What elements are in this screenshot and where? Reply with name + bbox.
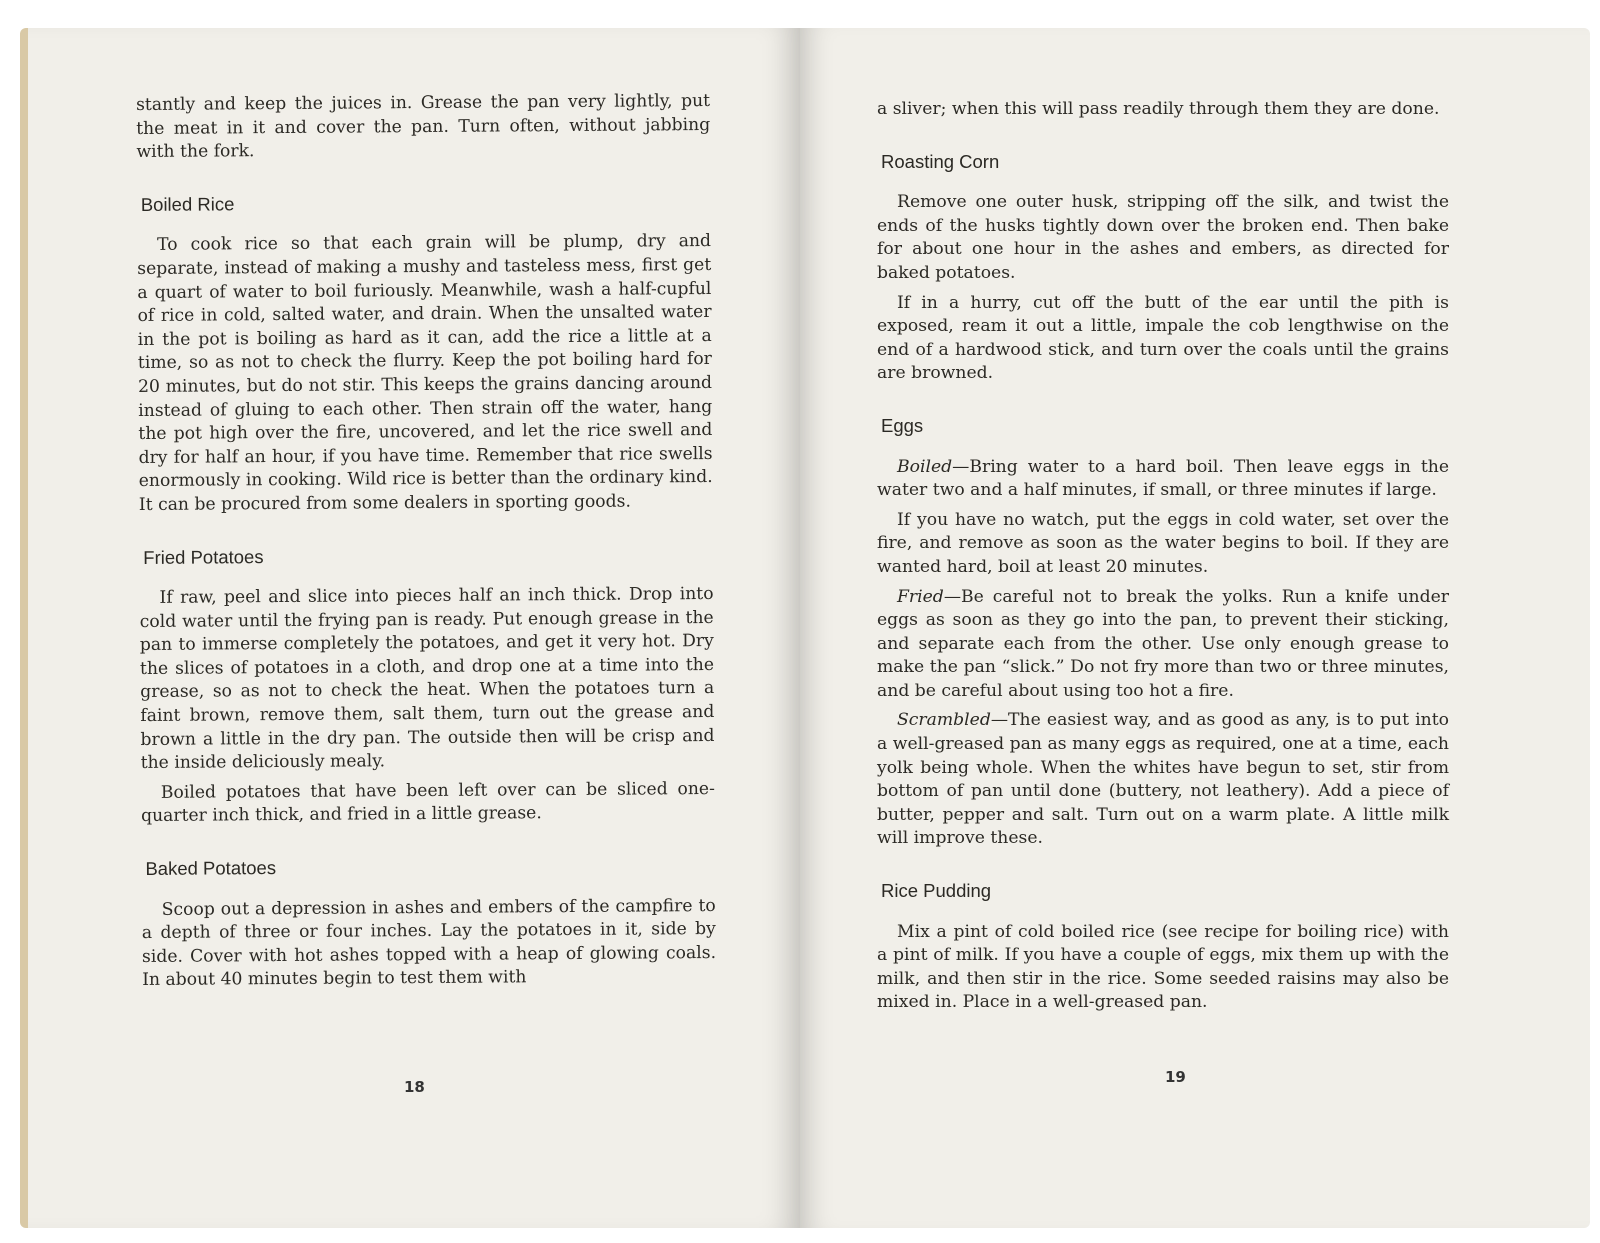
rice-pudding-heading: Rice Pudding	[881, 880, 992, 902]
page-number-right: 19	[1165, 1068, 1186, 1086]
eggs-scrambled-label: Scrambled	[897, 710, 991, 731]
fried-potatoes-paragraph-2: Boiled potatoes that have been left over can be sliced one-quarter inch thick, and fried in a little grease.	[140, 778, 715, 827]
fried-potatoes-heading: Fried Potatoes	[143, 545, 264, 568]
eggs-scrambled-paragraph	[877, 709, 1449, 851]
boiled-rice-heading: Boiled Rice	[140, 193, 235, 215]
rice-pudding-paragraph: Mix a pint of cold boiled rice (see recipe for boiling rice) with a pint of milk. If you have a couple of eggs, mix them up with the milk, and then stir in the rice. Some seeded raisins may also be mixed in. Place in a well-greased pan.	[877, 921, 1449, 1013]
eggs-scrambled-text: —The easiest way, and as good as any, is to put into a well-greased pan as many eggs as required, one at a time, each yolk being whole. When the whites have begun to set, stir from bottom of pan until done (buttery, not leathery). Add a piece of butter, pepper and salt. Turn out on a warm plate. A little milk will improve these.	[877, 710, 1449, 849]
roasting-corn-paragraph: Remove one outer husk, stripping off the silk, and twist the ends of the husks tightly down over the broken end. Then bake for about one hour in the ashes and embers, as directed for baked potatoes.	[877, 192, 1449, 283]
left-intro-paragraph: stantly and keep the juices in. Grease the pan very lightly, put the meat in it and cover the pan. Turn often, without jabbing with the fork.	[136, 90, 711, 163]
eggs-fried-label: Fried	[897, 586, 944, 607]
right-intro-paragraph: a sliver; when this will pass readily through them they are done.	[877, 99, 1440, 119]
eggs-boiled-paragraph	[877, 456, 1449, 503]
fried-potatoes-paragraph: If raw, peel and slice into pieces half an inch thick. Drop into cold water until the frying pan is ready. Put enough grease in the pan to immerse completely the potatoes, and get it very hot. Dry the slices of potatoes in a cloth, and drop one at a time into the grease, so as not to check the heat. When the potatoes turn a faint brown, remove them, salt them, turn out the grease and brown a little in the dry pan. The outside then will be crisp and the inside deliciously mealy.	[139, 584, 715, 774]
right-page-text	[877, 98, 1449, 1015]
left-page	[20, 28, 800, 1228]
eggs-fried-text: —Be careful not to break the yolks. Run a knife under eggs as soon as they go into the pan, to prevent their sticking, and separate each from the other. Use only enough grease to make the pan “slick.” Do not fry more than two or three minutes, and be careful about using too hot a fire.	[877, 586, 1449, 701]
right-page	[800, 28, 1590, 1228]
page-number-left: 18	[404, 1078, 425, 1096]
eggs-heading: Eggs	[881, 414, 924, 436]
boiled-rice-paragraph: To cook rice so that each grain will be plump, dry and separate, instead of making a mushy and tasteless mess, first get a quart of water to boil furiously. Meanwhile, wash a half-cupful of rice in cold, salted water, and drain. When the unsalted water in the pot is boiling as hard as it can, add the rice a little at a time, so as not to check the flurry. Keep the pot boiling hard for 20 minutes, but do not stir. This keeps the grains dancing around instead of gluing to each other. Then strain off the water, hang the pot high over the fire, uncovered, and let the rice swell and dry for half an hour, if you have time. Remember that rice swells enormously in cooking. Wild rice is better than the ordinary kind. It can be procured from some dealers in sporting goods.	[137, 231, 713, 515]
left-page-text	[136, 90, 716, 993]
roasting-corn-heading: Roasting Corn	[881, 150, 1000, 172]
baked-potatoes-paragraph: Scoop out a depression in ashes and embers of the campfire to a depth of three or four inches. Lay the potatoes in it, side by side. Cover with hot ashes topped with a heap of glowing coals. In about 40 minutes begin to test them with	[141, 895, 717, 991]
baked-potatoes-heading: Baked Potatoes	[145, 857, 277, 879]
eggs-no-watch-paragraph: If you have no watch, put the eggs in cold water, set over the fire, and remove as soon as the water begins to boil. If they are wanted hard, boil at least 20 minutes.	[877, 509, 1449, 577]
eggs-boiled-text: —Bring water to a hard boil. Then leave eggs in the water two and a half minutes, if small, or three minutes if large.	[877, 456, 1449, 501]
eggs-fried-paragraph	[877, 586, 1449, 704]
eggs-boiled-label: Boiled	[897, 456, 953, 477]
roasting-corn-paragraph-2: If in a hurry, cut off the butt of the ear until the pith is exposed, ream it out a little, impale the cob lengthwise on the end of a hardwood stick, and turn over the coals until the grains are browned.	[877, 292, 1449, 384]
